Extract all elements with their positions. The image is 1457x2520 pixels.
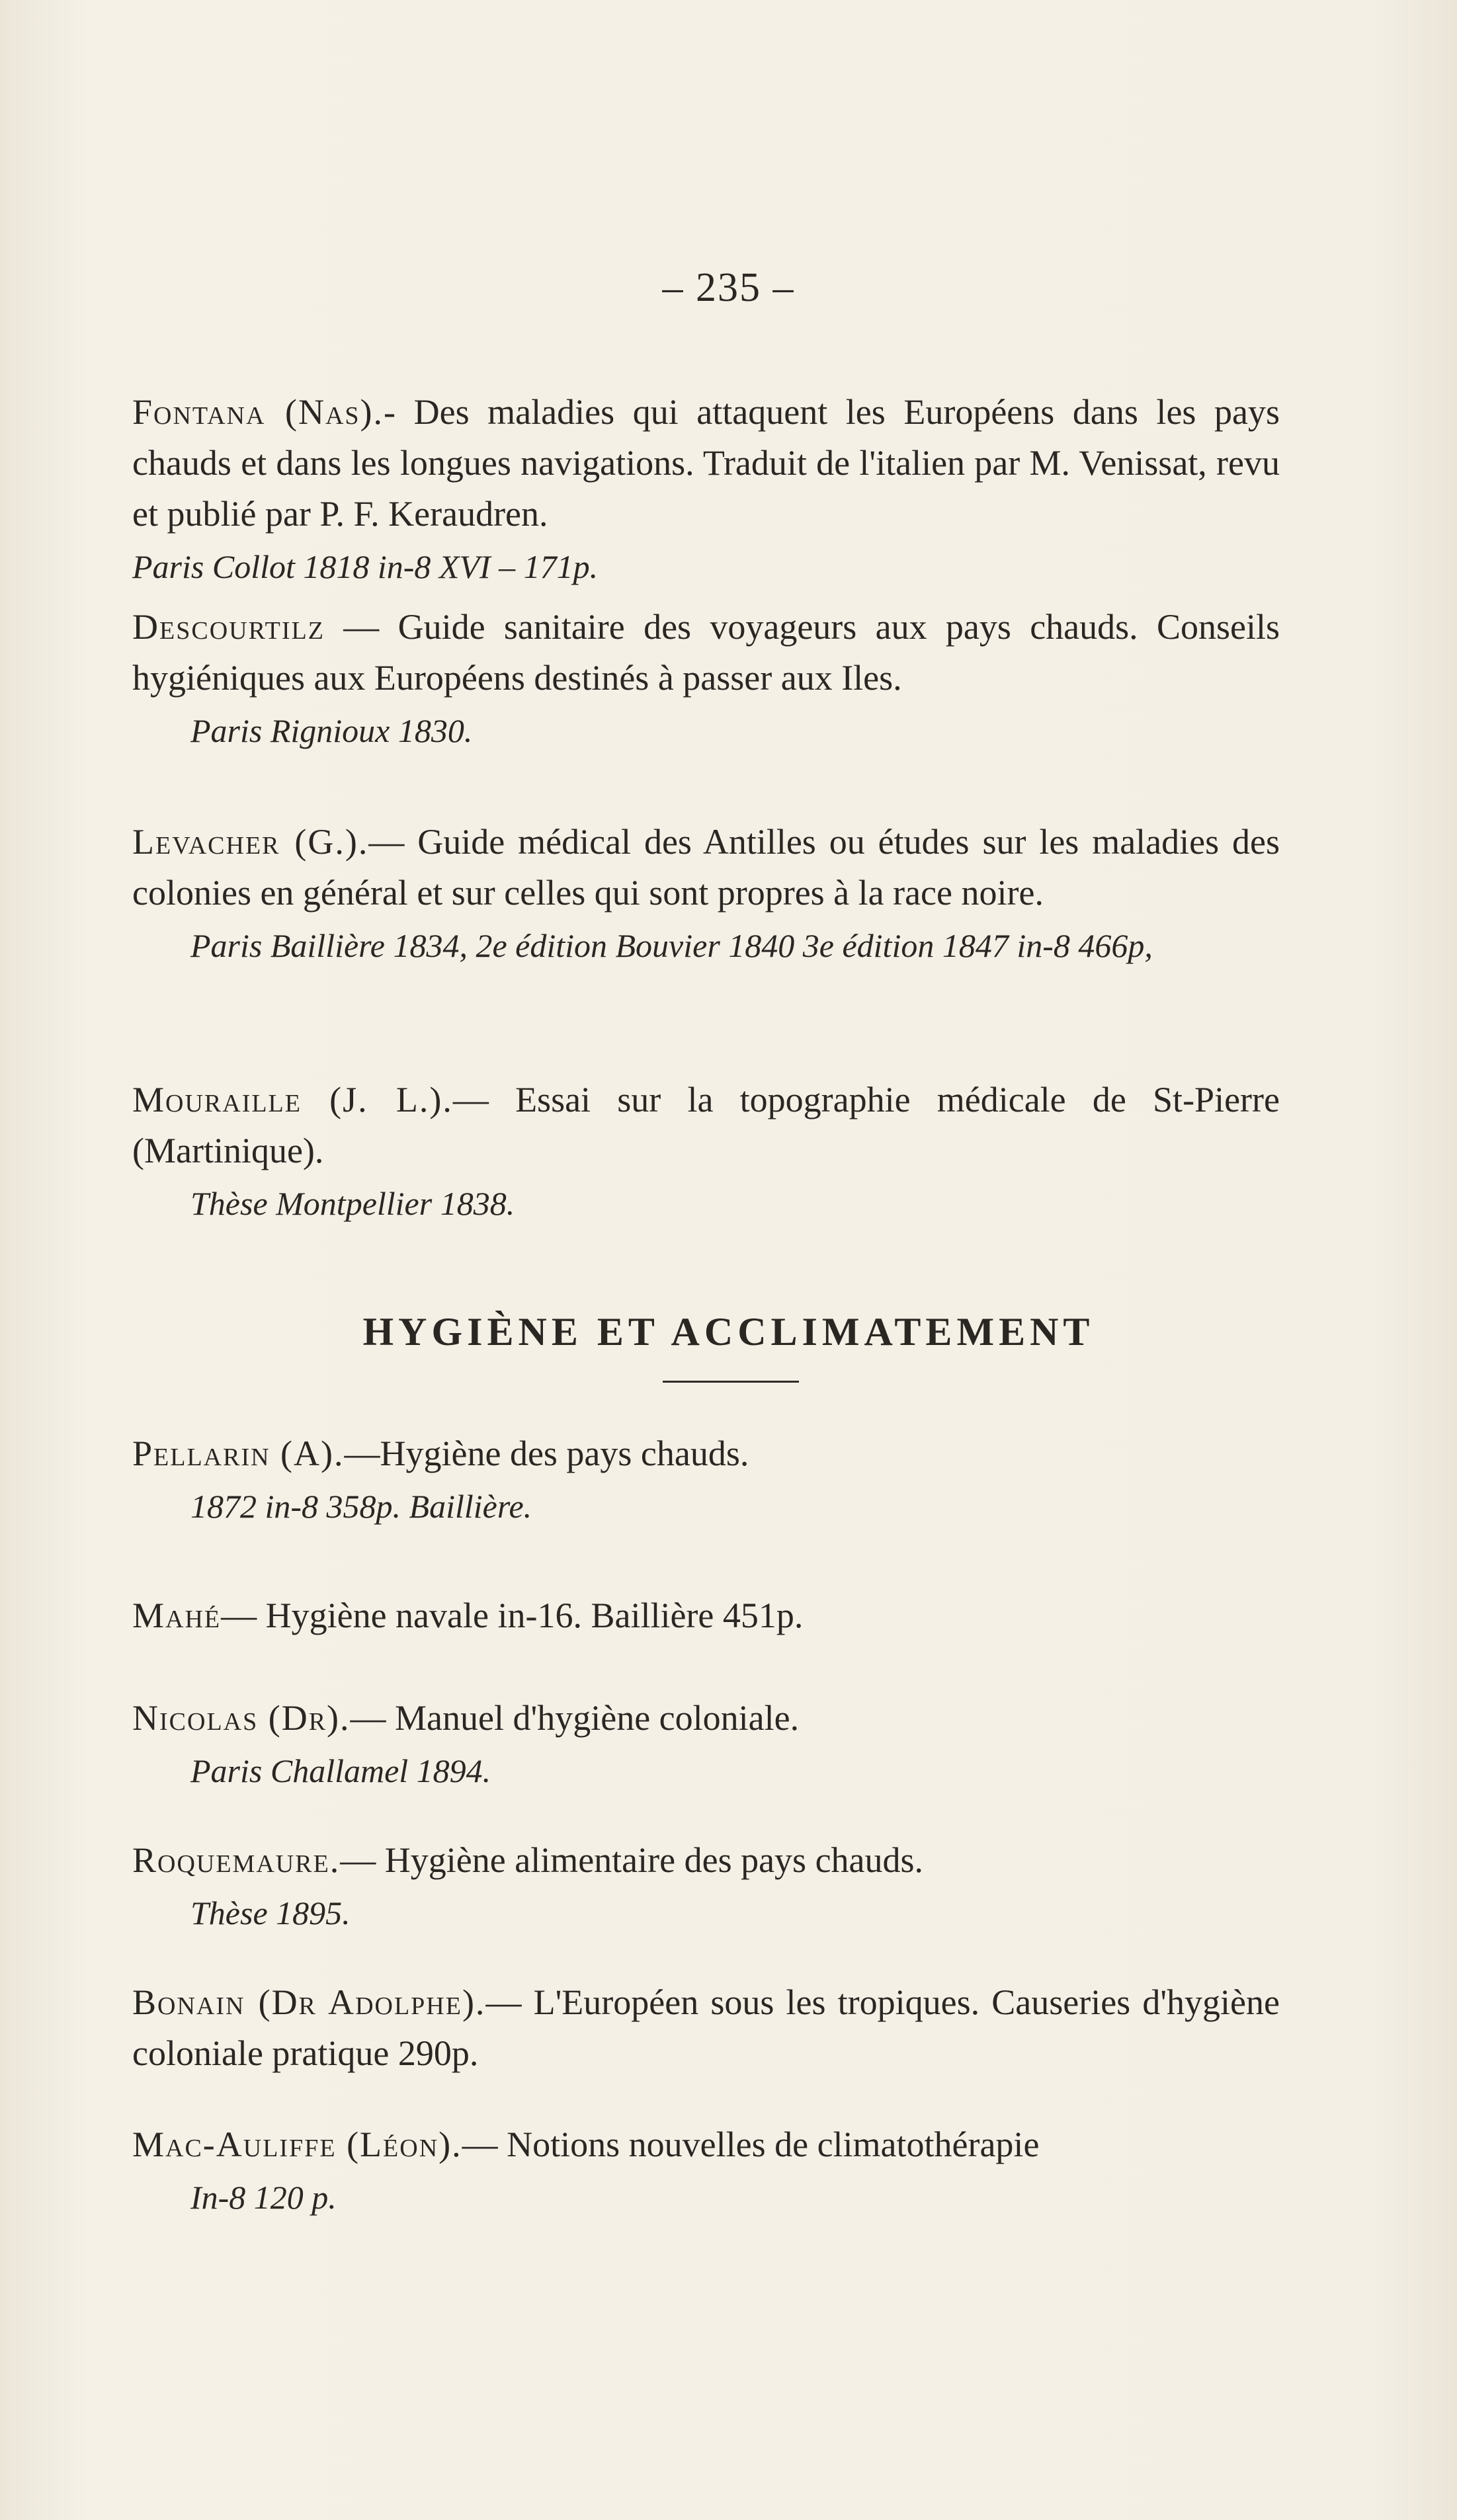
bibliography-entry-pellarin — [132, 1428, 1280, 1531]
section-heading: HYGIÈNE ET ACCLIMATEMENT — [362, 1310, 1095, 1354]
entry-text — [132, 1835, 1280, 1886]
entry-text — [132, 1977, 1280, 2079]
entry-text — [132, 387, 1280, 540]
bibliography-entry-descourtilz — [132, 602, 1280, 756]
entry-imprint: Paris Collot 1818 in-8 XVI – 171p. — [132, 548, 599, 585]
section-divider — [663, 1381, 799, 1383]
entry-imprint: Paris Challamel 1894. — [190, 1752, 491, 1789]
entry-description: — Guide médical des Antilles ou études sur les maladies des colonies en général et sur celles qui sont propres à la race noire. — [132, 822, 1280, 913]
entry-imprint: Paris Rignioux 1830. — [190, 712, 473, 749]
entry-author: Mahé — [132, 1596, 222, 1635]
entry-description: —Hygiène des pays chauds. — [344, 1434, 749, 1473]
entry-description: - Des maladies qui attaquent les Européens dans les pays chauds et dans les longues navigations. Traduit de l'italien par M. Venissat, revu et publié par P. F. Keraudren. — [132, 392, 1280, 534]
entry-description: — Essai sur la topographie médicale de St-Pierre (Martinique). — [132, 1080, 1280, 1170]
entry-imprint: 1872 in-8 358p. Baillière. — [190, 1488, 532, 1525]
bibliography-entry-mac-auliffe — [132, 2119, 1280, 2222]
bibliography-entry-mouraille — [132, 1075, 1280, 1229]
entry-text — [132, 1693, 1280, 1744]
entry-imprint: Thèse Montpellier 1838. — [190, 1185, 515, 1222]
entry-author: Mac-Auliffe (Léon). — [132, 2125, 462, 2164]
entry-description: — L'Européen sous les tropiques. Causeries d'hygiène coloniale pratique 290p. — [132, 1982, 1280, 2073]
entry-text — [132, 1075, 1280, 1176]
entry-imprint: Paris Baillière 1834, 2e édition Bouvier 1840 3e édition 1847 in-8 466p, — [190, 927, 1153, 964]
entry-author: Levacher (G.). — [132, 822, 369, 862]
bibliography-entry-bonain — [132, 1977, 1280, 2079]
entry-description: — Manuel d'hygiène coloniale. — [350, 1698, 800, 1738]
bibliography-entry-roquemaure — [132, 1835, 1280, 1938]
entry-author: Bonain (Dr Adolphe). — [132, 1982, 486, 2022]
entry-description: — Notions nouvelles de climatothérapie — [462, 2125, 1040, 2164]
entry-text — [132, 2119, 1280, 2170]
entry-description: — Guide sanitaire des voyageurs aux pays chauds. Conseils hygiéniques aux Européens destinés à passer aux Iles. — [132, 607, 1280, 698]
entry-author: Roquemaure. — [132, 1840, 341, 1880]
bibliography-entry-levacher — [132, 817, 1280, 971]
entry-text — [132, 1428, 1280, 1479]
entry-author: Mouraille (J. L.). — [132, 1080, 453, 1119]
entry-text — [132, 602, 1280, 704]
entry-author: Descourtilz — [132, 607, 325, 647]
entry-text — [132, 817, 1280, 918]
entry-text — [132, 1590, 1280, 1641]
entry-description: — Hygiène navale in-16. Baillière 451p. — [221, 1596, 804, 1635]
entry-description: — Hygiène alimentaire des pays chauds. — [340, 1840, 924, 1880]
entry-author: Nicolas (Dr). — [132, 1698, 351, 1738]
bibliography-entry-nicolas — [132, 1693, 1280, 1796]
entry-author: Pellarin (A). — [132, 1434, 345, 1473]
entry-author: Fontana (Nas). — [132, 392, 384, 432]
entry-imprint: In-8 120 p. — [190, 2179, 337, 2216]
page-number: – 235 – — [662, 265, 795, 310]
entry-imprint: Thèse 1895. — [190, 1894, 351, 1931]
bibliography-entry-fontana — [132, 387, 1280, 592]
bibliography-entry-mahe — [132, 1590, 1280, 1641]
